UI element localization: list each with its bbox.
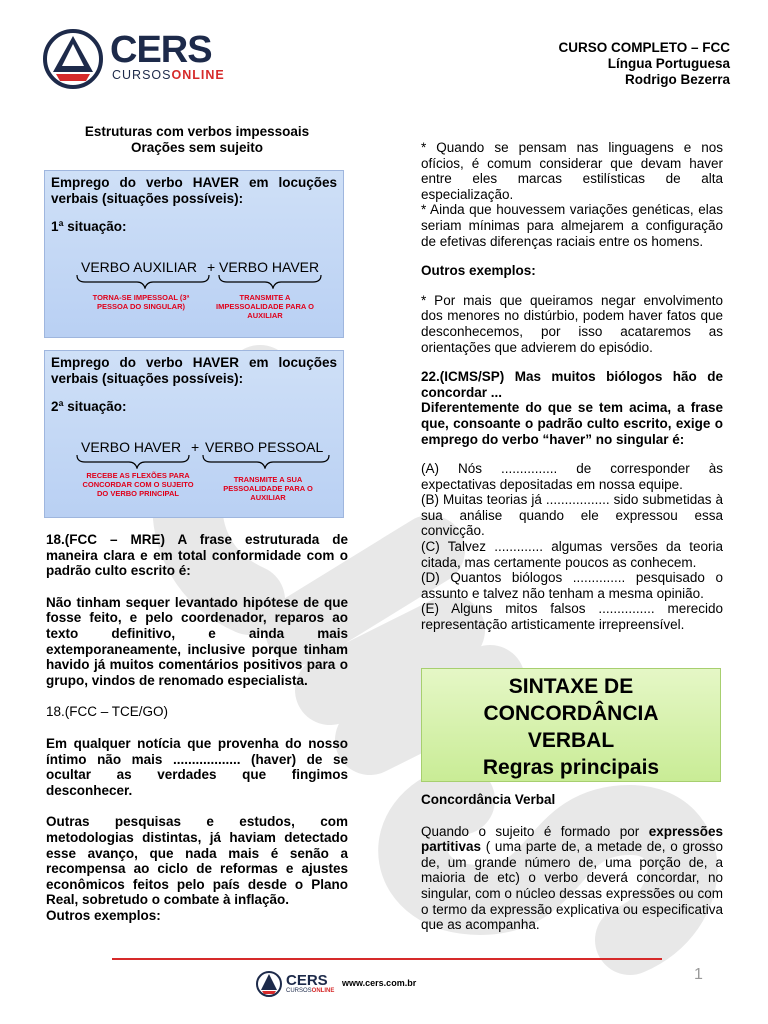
question-22: 22.(ICMS/SP) Mas muitos biólogos hão de concordar ...: [421, 369, 723, 400]
option-b: (B) Muitas teorias já ................. sido submetidas à sua análise quando ele expressou essa convicção.: [421, 492, 723, 539]
option-e: (E) Alguns mitos falsos ............... merecido representação artisticamente irrepreensível.: [421, 601, 723, 633]
right-column: [421, 140, 723, 633]
q18b-paragraph-1: Em qualquer notícia que provenha do nosso íntimo não mais .................. (haver) de se ocultar as verdades que fingimos desconhecer.: [46, 735, 348, 798]
sintaxe-box: [421, 668, 721, 782]
cers-logo: [42, 28, 232, 90]
box2-note2: TRANSMITE A SUA PESSOALIDADE PARA O AUXILIAR: [223, 475, 313, 502]
box1-note1: TORNA-SE IMPESSOAL (3ª PESSOA DO SINGULAR): [92, 293, 190, 311]
footer-url[interactable]: www.cers.com.br: [342, 978, 417, 988]
sintaxe-box-line4: Regras principais: [482, 756, 660, 779]
concordancia-paragraph: Quando o sujeito é formado por expressões partitivas ( uma parte de, a metade de, o grosso de, um grande número de, uma porção de, a maioria de etc) o verbo deverá concordar, no singular, com o núcleo dessas expressões ou com o termo da expressão explicativa ou especificativa que as acompanha.: [421, 823, 723, 933]
box2-term2: VERBO PESSOAL: [205, 439, 324, 455]
box2-term1: VERBO HAVER: [81, 439, 182, 455]
q18a-text: A frase estruturada de maneira clara e em total conformidade com o padrão culto escrito é:: [46, 532, 348, 579]
q18a-title: 18.(FCC – MRE): [46, 532, 165, 547]
box1-plus: +: [207, 259, 216, 275]
box1-note2: TRANSMITE A IMPESSOALIDADE PARA O AUXILIAR: [216, 293, 314, 320]
example-2: * Ainda que houvessem variações genéticas, elas seriam mínimas para almejarem a configuração de efetivas diferenças raciais entre os homens.: [421, 202, 723, 249]
box1-situation: 1ª situação:: [51, 219, 127, 234]
option-d: (D) Quantos biólogos .............. pesquisado o assunto e talvez não tenham a mesma opinião.: [421, 570, 723, 601]
sintaxe-box-line3: VERBAL: [527, 729, 615, 752]
q18a-answer: Não tinham sequer levantado hipótese de que fosse feito, e pelo coordenador, reparos ao texto definitivo, e ainda mais extemporaneamente, inclusive porque tinham havido já muitos comentários positivos para o grupo, vindos de renomado especialista.: [46, 594, 348, 688]
question-18-mre: [46, 532, 348, 923]
box2-note1: RECEBE AS FLEXÕES PARA CONCORDAR COM O SUJEITO DO VERBO PRINCIPAL: [82, 471, 194, 498]
box1-heading: Emprego do verbo HAVER em locuções verbais (situações possíveis):: [51, 175, 337, 206]
box2-heading: Emprego do verbo HAVER em locuções verbais (situações possíveis):: [51, 355, 337, 386]
option-a: (A) Nós ............... de corresponder às expectativas depositadas em nossa equipe.: [421, 461, 723, 492]
footer-divider: [112, 958, 662, 960]
q18b-title: 18.(FCC – TCE/GO): [46, 704, 169, 720]
logo-wordmark: CERS: [110, 29, 212, 71]
box1-term2: VERBO HAVER: [219, 259, 320, 275]
q18b-paragraph-2: Outras pesquisas e estudos, com metodologias distintas, já haviam detectado esse avanço, que nada mais é senão a recompensa ao ciclo de reformas e ajustes econômicos feitos pelo país desde o Plano Real, sobretudo o combate à inflação.: [46, 814, 348, 908]
haver-box-1: [44, 170, 344, 338]
course-subject: Língua Portuguesa: [607, 56, 730, 71]
example-1: * Quando se pensam nas linguagens e nos ofícios, é comum considerar que devam haver entre eles marcas estilísticas de alta especialização.: [421, 140, 723, 202]
logo-tagline: CURSOSONLINE: [112, 68, 225, 82]
example-3: * Por mais que queiramos negar envolvimento dos menores no distúrbio, podem haver fatos que desconhecemos, por isso acataremos as orientações que advierem do episódio.: [421, 292, 723, 355]
course-author: Rodrigo Bezerra: [624, 72, 730, 87]
concordancia-title: Concordância Verbal: [421, 792, 556, 807]
option-c: (C) Talvez ............. algumas versões da teoria citada, mas certamente poucos as conhecem.: [421, 539, 723, 570]
box1-term1: VERBO AUXILIAR: [81, 259, 197, 275]
box2-plus: +: [191, 439, 200, 455]
haver-box-2: [44, 350, 344, 518]
sintaxe-box-line2: CONCORDÂNCIA: [483, 702, 659, 725]
section-title: Estruturas com verbos impessoais Orações sem sujeito: [84, 124, 310, 155]
box1-braces: [73, 275, 333, 289]
box2-situation: 2ª situação:: [51, 399, 127, 414]
course-title: CURSO COMPLETO – FCC: [558, 40, 730, 55]
course-header: [558, 40, 730, 88]
sintaxe-box-line1: SINTAXE DE: [508, 675, 634, 698]
concordancia-section: [421, 792, 723, 933]
box2-braces: [73, 455, 339, 469]
footer-logo: CERS CURSOSONLINE: [256, 970, 336, 998]
page-number: 1: [694, 966, 703, 983]
question-22-statement: Diferentemente do que se tem acima, a frase que, consoante o padrão culto escrito, exige o emprego do verbo “haver” no singular é:: [421, 400, 723, 447]
left-others-label: Outros exemplos:: [46, 907, 161, 923]
right-others-label: Outros exemplos:: [421, 263, 536, 279]
